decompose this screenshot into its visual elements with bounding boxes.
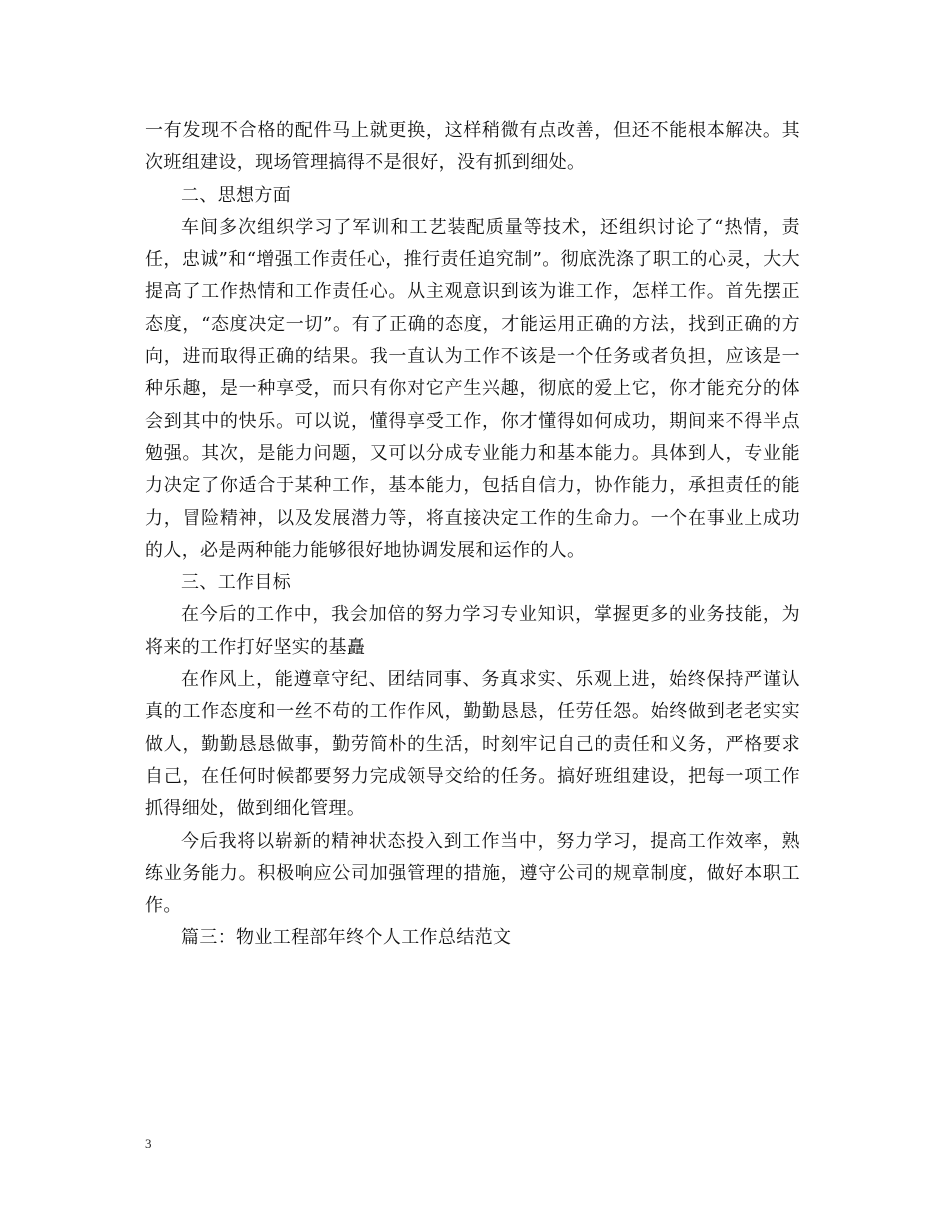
page-number: 3 (145, 1136, 152, 1151)
section-heading-goals: 三、工作目标 (181, 572, 292, 594)
paragraph-continuation: 一有发现不合格的配件马上就更换，这样稍微有点改善，但还不能根本解决。其次班组建设，现场管理搞得不是很好，没有抓到细处。 (145, 120, 800, 174)
paragraph-goals-study: 在今后的工作中，我会加倍的努力学习专业知识，掌握更多的业务技能，为将来的工作打好坚实的基矗 (145, 604, 800, 658)
document-body (145, 115, 800, 955)
section-heading-thinking: 二、思想方面 (181, 184, 292, 206)
paragraph-thinking-body: 车间多次组织学习了军训和工艺装配质量等技术，还组织讨论了“热情，责任，忠诚”和“增强工作责任心，推行责任追究制”。彻底洗涤了职工的心灵，大大提高了工作热情和工作责任心。从主观意识到该为谁工作，怎样工作。首先摆正态度，“态度决定一切”。有了正确的态度，才能运用正确的方法，找到正确的方向，进而取得正确的结果。我一直认为工作不该是一个任务或者负担，应该是一种乐趣，是一种享受，而只有你对它产生兴趣，彻底的爱上它，你才能充分的体会到其中的快乐。可以说，懂得享受工作，你才懂得如何成功，期间来不得半点勉强。其次，是能力问题，又可以分成专业能力和基本能力。具体到人，专业能力决定了你适合于某种工作，基本能力，包括自信力，协作能力，承担责任的能力，冒险精神，以及发展潜力等，将直接决定工作的生命力。一个在事业上成功的人，必是两种能力能够很好地协调发展和运作的人。 (145, 216, 800, 561)
paragraph-goals-style: 在作风上，能遵章守纪、团结同事、务真求实、乐观上进，始终保持严谨认真的工作态度和一丝不苟的工作作风，勤勤恳恳，任劳任怨。始终做到老老实实做人，勤勤恳恳做事，勤劳简朴的生活，时刻牢记自己的责任和义务，严格要求自己，在任何时候都要努力完成领导交给的任务。搞好班组建设，把每一项工作抓得细处，做到细化管理。 (145, 669, 800, 820)
paragraph-goals-future: 今后我将以崭新的精神状态投入到工作当中，努力学习，提高工作效率，熟练业务能力。积极响应公司加强管理的措施，遵守公司的规章制度，做好本职工作。 (145, 830, 800, 917)
article-heading-part-three: 篇三：物业工程部年终个人工作总结范文 (181, 927, 512, 949)
